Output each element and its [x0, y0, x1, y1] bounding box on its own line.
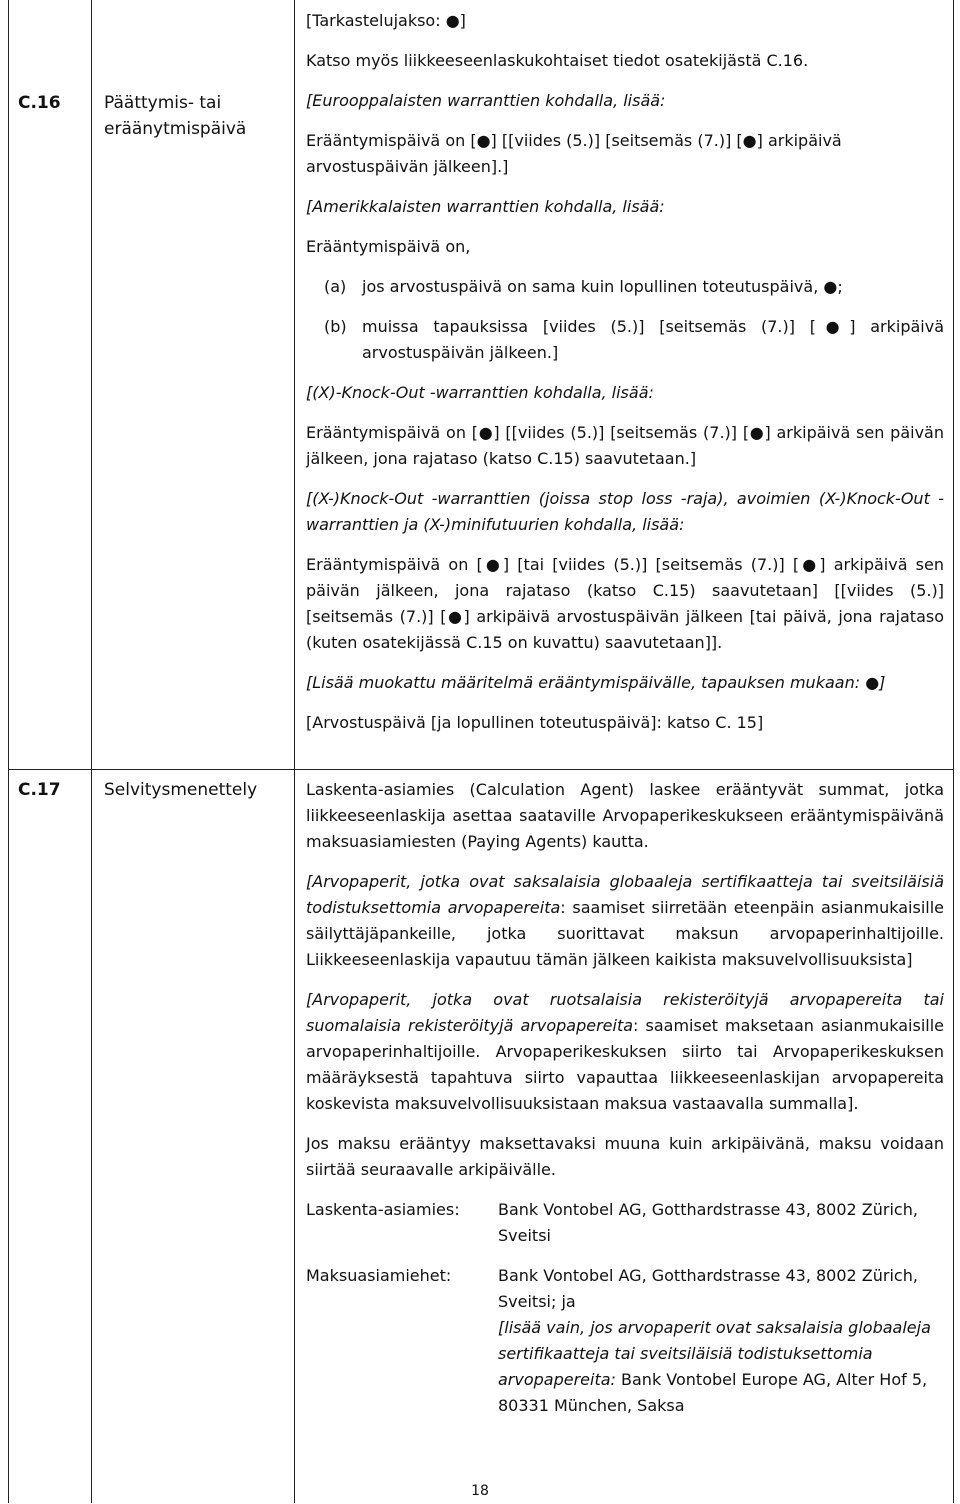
table-column-divider-2: [294, 0, 295, 1503]
list-item-label: (a): [324, 277, 347, 296]
section-number-c16: C.16: [18, 93, 61, 113]
american-header: [Amerikkalaisten warranttien kohdalla, lisää:: [306, 197, 665, 216]
section-title-c17: Selvitysmenettely: [104, 780, 258, 800]
german-securities-italic: [Arvopaperit, jotka ovat saksalaisia globaaleja sertifikaatteja tai sveitsiläisiä todistuksettomia arvopapereita: [306, 872, 944, 917]
table-right-border: [953, 0, 954, 1503]
calc-agent-row: [306, 1197, 944, 1249]
paragraph-observation-period: [Tarkastelujakso: ●]: [306, 11, 466, 30]
table-column-divider-1: [91, 0, 92, 1503]
list-item: [324, 274, 944, 300]
paying-agents-label: Maksuasiamiehet:: [306, 1266, 452, 1285]
german-securities-text: : saamiset siirretään eteenpäin asianmukaisille säilyttäjäpankeille, jotka suorittavat maksun arvopaperinhaltijoille. Liikkeeseenlaskija vapautuu tämän jälkeen kaikista maksuvelvollisuuksista]: [306, 898, 944, 969]
non-business-day-paragraph: Jos maksu erääntyy maksettavaksi muuna kuin arkipäivänä, maksu voidaan siirtää seuraavalle arkipäivälle.: [306, 1134, 944, 1179]
list-item-text: muissa tapauksissa [viides (5.)] [seitsemäs (7.)] [●] arkipäivä arvostuspäivän jälkeen.]: [362, 317, 944, 362]
modified-definition: [Lisää muokattu määritelmä erääntymispäivälle, tapauksen mukaan: ●]: [306, 673, 886, 692]
paying-agents-value: Bank Vontobel AG, Gotthardstrasse 43, 8002 Zürich, Sveitsi; ja: [498, 1266, 918, 1311]
section-content-c16: [306, 8, 944, 736]
knockout-header: [(X)-Knock-Out -warranttien kohdalla, lisää:: [306, 383, 654, 402]
german-securities-paragraph: [306, 869, 944, 973]
calc-agent-label: Laskenta-asiamies:: [306, 1200, 460, 1219]
table-row-divider: [8, 769, 953, 770]
knockout-text: Erääntymispäivä on [●] [[viides (5.)] [seitsemäs (7.)] [●] arkipäivä sen päivän jälkeen, jona rajataso (katso C.15) saavutetaan.]: [306, 423, 944, 468]
stoploss-text: Erääntymispäivä on [●] [tai [viides (5.)] [seitsemäs (7.)] [●] arkipäivä sen päivän jälkeen, jona rajataso (katso C.15) saavutetaan] [[viides (5.)] [seitsemäs (7.)] [●] arkipäivä arvostuspäivän jälkeen [tai päivä, jona rajataso (kuten osatekijässä C.15 on kuvattu) saavutetaan]].: [306, 555, 944, 652]
paying-agents-note-text: Bank Vontobel Europe AG, Alter Hof 5, 80331 München, Saksa: [498, 1370, 928, 1415]
paragraph-see-also: Katso myös liikkeeseenlaskukohtaiset tiedot osatekijästä C.16.: [306, 51, 809, 70]
valuation-reference: [Arvostuspäivä [ja lopullinen toteutuspäivä]: katso C. 15]: [306, 713, 764, 732]
list-item-label: (b): [324, 317, 347, 336]
section-title-c16: Päättymis- tai eräänytmispäivä: [104, 93, 247, 139]
european-text: Erääntymispäivä on [●] [[viides (5.)] [seitsemäs (7.)] [●] arkipäivä arvostuspäivän jälkeen].]: [306, 131, 842, 176]
swedish-securities-text: : saamiset maksetaan asianmukaisille arvopaperinhaltijoille. Arvopaperikeskuksen siirto tai Arvopaperikeskuksen määräyksestä tapahtuva siirto vapauttaa liikkeeseenlaskijan arvopapereita koskevista maksuvelvollisuuksistaan maksua vastaavalla summalla].: [306, 1016, 944, 1113]
section-number-c17: C.17: [18, 780, 61, 800]
swedish-securities-italic: [Arvopaperit, jotka ovat ruotsalaisia rekisteröityjä arvopapereita tai suomalaisia rekisteröityjä arvopapereita: [306, 990, 944, 1035]
table-left-border: [8, 0, 9, 1503]
stoploss-header: [(X-)Knock-Out -warranttien (joissa stop loss -raja), avoimien (X-)Knock-Out -warranttien ja (X-)minifutuurien kohdalla, lisää:: [306, 489, 944, 534]
calc-agent-value: Bank Vontobel AG, Gotthardstrasse 43, 8002 Zürich, Sveitsi: [498, 1200, 918, 1245]
list-item: [324, 314, 944, 366]
settlement-intro: Laskenta-asiamies (Calculation Agent) laskee erääntyvät summat, jotka liikkeeseenlaskija asettaa saataville Arvopaperikeskukseen erääntymispäivänä maksuasiamiesten (Paying Agents) kautta.: [306, 780, 944, 851]
list-item-text: jos arvostuspäivä on sama kuin lopullinen toteutuspäivä, ●;: [362, 277, 843, 296]
page-number: 18: [471, 1483, 489, 1499]
american-intro: Erääntymispäivä on,: [306, 237, 471, 256]
european-header: [Eurooppalaisten warranttien kohdalla, lisää:: [306, 91, 666, 110]
paying-agents-row: [306, 1263, 944, 1419]
section-content-c17: [306, 777, 944, 1419]
swedish-securities-paragraph: [306, 987, 944, 1117]
paying-agents-note-italic: [lisää vain, jos arvopaperit ovat saksalaisia globaaleja sertifikaatteja tai sveitsiläisiä todistuksettomia arvopapereita:: [498, 1318, 931, 1389]
paying-agents-value-block: [498, 1263, 944, 1419]
